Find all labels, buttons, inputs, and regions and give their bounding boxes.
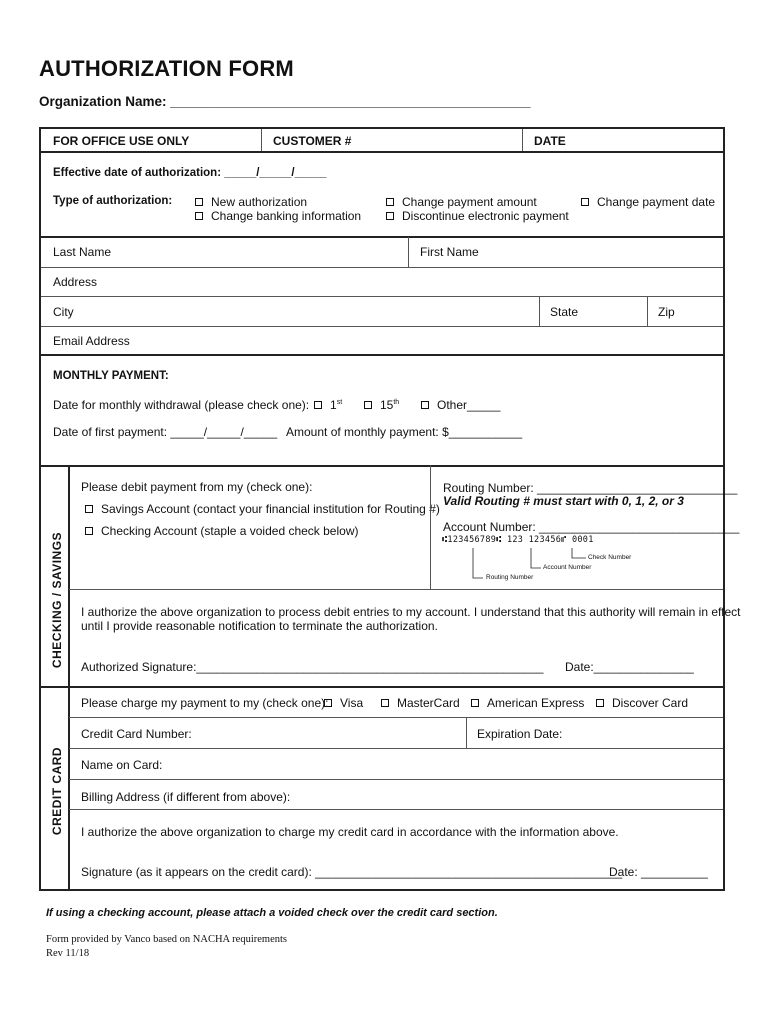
divider <box>430 465 431 589</box>
debit-authorization-text-2: until I provide reasonable notification to terminate the authorization. <box>81 619 438 633</box>
option-other[interactable]: Other_____ <box>421 398 500 412</box>
option-1st[interactable]: 1st <box>314 398 342 412</box>
option-15th[interactable]: 15th <box>364 398 399 412</box>
checkbox[interactable] <box>195 212 203 220</box>
divider <box>41 465 723 467</box>
check-diagram-leaders <box>441 546 641 586</box>
routing-number-caption: Routing Number <box>486 574 534 581</box>
divider <box>41 267 723 268</box>
form-title: AUTHORIZATION FORM <box>39 56 294 81</box>
checkbox[interactable] <box>421 401 429 409</box>
billing-address-field[interactable]: Billing Address (if different from above): <box>81 790 291 804</box>
checking-savings-side-label: CHECKING / SAVINGS <box>50 531 64 669</box>
name-on-card-field[interactable]: Name on Card: <box>81 758 163 772</box>
option-discover[interactable]: Discover Card <box>596 696 688 710</box>
customer-number-field[interactable]: CUSTOMER # <box>273 134 352 148</box>
type-of-authorization-label: Type of authorization: <box>53 195 173 207</box>
divider <box>69 809 723 810</box>
micr-sample-line: ⑆123456789⑆ 123 123456⑈ 0001 <box>442 535 594 545</box>
charge-instruction-label: Please charge my payment to my (check one): <box>81 696 329 710</box>
option-checking[interactable]: Checking Account (staple a voided check below) <box>85 524 358 538</box>
option-change-amount[interactable]: Change payment amount <box>386 195 537 209</box>
divider <box>68 465 70 889</box>
state-field[interactable]: State <box>550 305 579 319</box>
checkbox[interactable] <box>381 699 389 707</box>
last-name-field[interactable]: Last Name <box>53 245 112 259</box>
credit-card-number-field[interactable]: Credit Card Number: <box>81 727 192 741</box>
option-savings[interactable]: Savings Account (contact your financial institution for Routing #) <box>85 502 440 516</box>
city-field[interactable]: City <box>53 305 74 319</box>
debit-authorization-text-1: I authorize the above organization to process debit entries to my account. I understand that this authority will remain in effect <box>81 605 741 619</box>
option-mastercard[interactable]: MasterCard <box>381 696 460 710</box>
option-american-express[interactable]: American Express <box>471 696 584 710</box>
divider <box>41 326 723 327</box>
credit-authorization-text: I authorize the above organization to charge my credit card in accordance with the information above. <box>81 825 619 839</box>
option-change-date[interactable]: Change payment date <box>581 195 715 209</box>
checkbox[interactable] <box>364 401 372 409</box>
account-number-caption: Account Number <box>543 564 592 571</box>
checkbox[interactable] <box>85 505 93 513</box>
revision-label: Rev 11/18 <box>46 948 90 959</box>
signature-date-field[interactable]: Date:_______________ <box>565 660 694 674</box>
form-provider-note: Form provided by Vanco based on NACHA requirements <box>46 934 287 945</box>
withdrawal-date-label: Date for monthly withdrawal (please check one): <box>53 398 310 412</box>
account-number-field[interactable]: Account Number: ______________________________ <box>443 520 740 534</box>
divider <box>41 354 723 356</box>
authorized-signature-field[interactable]: Authorized Signature:____________________________________________________ <box>81 660 544 674</box>
expiration-date-field[interactable]: Expiration Date: <box>477 727 563 741</box>
divider <box>41 151 723 153</box>
option-visa[interactable]: Visa <box>324 696 363 710</box>
divider <box>69 748 723 749</box>
credit-signature-date-field[interactable]: Date: __________ <box>609 865 708 879</box>
first-payment-date-field[interactable]: Date of first payment: _____/_____/_____ <box>53 425 278 439</box>
first-name-field[interactable]: First Name <box>420 245 479 259</box>
routing-number-note: Valid Routing # must start with 0, 1, 2, or 3 <box>443 494 684 508</box>
voided-check-note: If using a checking account, please attach a voided check over the credit card section. <box>46 907 498 919</box>
monthly-amount-field[interactable]: Amount of monthly payment: $___________ <box>286 425 523 439</box>
divider <box>41 236 723 238</box>
divider <box>41 296 723 297</box>
email-field[interactable]: Email Address <box>53 334 130 348</box>
office-use-label: FOR OFFICE USE ONLY <box>53 134 190 148</box>
divider <box>261 129 262 151</box>
divider <box>408 237 409 267</box>
checkbox[interactable] <box>386 198 394 206</box>
divider <box>69 589 723 590</box>
monthly-payment-heading: MONTHLY PAYMENT: <box>53 370 169 382</box>
divider <box>522 129 523 151</box>
debit-instruction-label: Please debit payment from my (check one): <box>81 480 313 494</box>
option-discontinue[interactable]: Discontinue electronic payment <box>386 209 569 223</box>
zip-field[interactable]: Zip <box>658 305 675 319</box>
option-change-banking[interactable]: Change banking information <box>195 209 361 223</box>
credit-card-side-label: CREDIT CARD <box>50 746 64 836</box>
office-date-field[interactable]: DATE <box>534 134 566 148</box>
checkbox[interactable] <box>581 198 589 206</box>
divider <box>41 686 723 688</box>
checkbox[interactable] <box>324 699 332 707</box>
option-new-authorization[interactable]: New authorization <box>195 195 307 209</box>
address-field[interactable]: Address <box>53 275 98 289</box>
divider <box>647 296 648 326</box>
authorization-form-table <box>39 127 741 891</box>
checkbox[interactable] <box>195 198 203 206</box>
effective-date-field[interactable]: Effective date of authorization: _____/_____/_____ <box>53 167 327 179</box>
checkbox[interactable] <box>471 699 479 707</box>
check-number-caption: Check Number <box>588 554 632 561</box>
divider <box>466 717 467 748</box>
checkbox[interactable] <box>85 527 93 535</box>
divider <box>69 717 723 718</box>
divider <box>69 779 723 780</box>
checkbox[interactable] <box>314 401 322 409</box>
organization-name-field[interactable]: Organization Name: ________________________________________________ <box>39 94 531 109</box>
routing-number-field[interactable]: Routing Number: ______________________________ <box>443 481 738 495</box>
checkbox[interactable] <box>386 212 394 220</box>
credit-signature-field[interactable]: Signature (as it appears on the credit card): ______________________________________________ <box>81 865 623 879</box>
divider <box>539 296 540 326</box>
checkbox[interactable] <box>596 699 604 707</box>
